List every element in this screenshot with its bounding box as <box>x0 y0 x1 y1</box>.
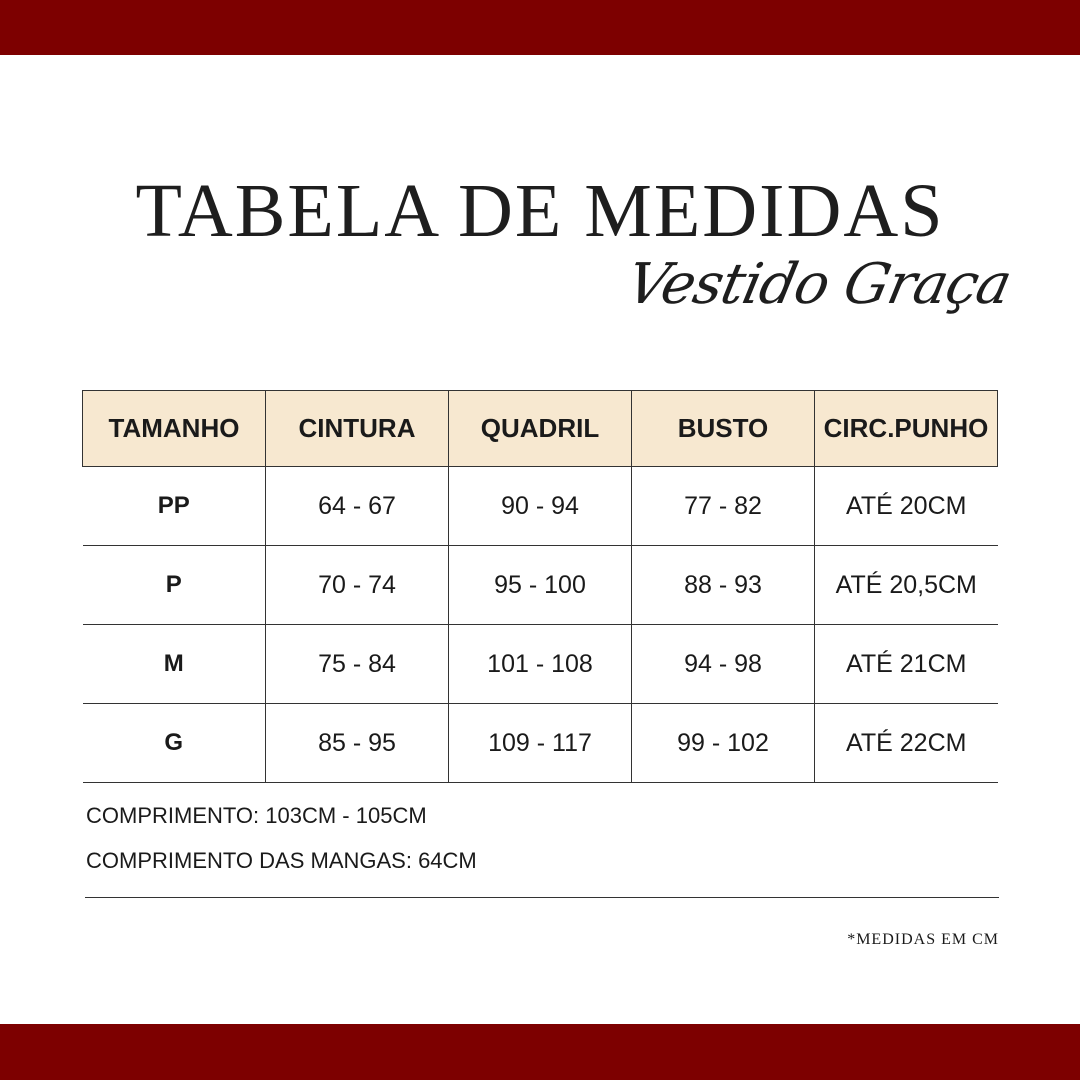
header-size: TAMANHO <box>83 391 266 467</box>
cell-size: P <box>83 546 266 625</box>
cell-bust: 99 - 102 <box>632 704 815 783</box>
header-waist: CINTURA <box>266 391 449 467</box>
cell-waist: 64 - 67 <box>266 467 449 546</box>
cell-wrist: ATÉ 22CM <box>815 704 998 783</box>
length-note: COMPRIMENTO: 103CM - 105CM <box>86 803 427 828</box>
page-title: TABELA DE MEDIDAS <box>135 169 945 253</box>
cell-hip: 95 - 100 <box>449 546 632 625</box>
cell-bust: 77 - 82 <box>632 467 815 546</box>
cell-wrist: ATÉ 20,5CM <box>815 546 998 625</box>
sleeve-length-note: COMPRIMENTO DAS MANGAS: 64CM <box>86 848 477 873</box>
cell-waist: 75 - 84 <box>266 625 449 704</box>
header-hip: QUADRIL <box>449 391 632 467</box>
cell-size: M <box>83 625 266 704</box>
cell-hip: 101 - 108 <box>449 625 632 704</box>
cell-size: PP <box>83 467 266 546</box>
divider <box>85 897 999 898</box>
units-footnote: *MEDIDAS EM CM <box>847 931 999 948</box>
cell-bust: 94 - 98 <box>632 625 815 704</box>
bottom-band <box>0 1024 1080 1080</box>
page-subtitle: Vestido Graça <box>621 252 1017 317</box>
table-header-row <box>83 391 998 467</box>
cell-hip: 90 - 94 <box>449 467 632 546</box>
table-row <box>83 625 998 704</box>
cell-wrist: ATÉ 20CM <box>815 467 998 546</box>
header-bust: BUSTO <box>632 391 815 467</box>
cell-waist: 85 - 95 <box>266 704 449 783</box>
size-table <box>82 390 998 783</box>
table-row <box>83 467 998 546</box>
top-band <box>0 0 1080 55</box>
table-row <box>83 546 998 625</box>
header-wrist: CIRC.PUNHO <box>815 391 998 467</box>
cell-wrist: ATÉ 21CM <box>815 625 998 704</box>
cell-waist: 70 - 74 <box>266 546 449 625</box>
table-row <box>83 704 998 783</box>
cell-size: G <box>83 704 266 783</box>
cell-hip: 109 - 117 <box>449 704 632 783</box>
cell-bust: 88 - 93 <box>632 546 815 625</box>
